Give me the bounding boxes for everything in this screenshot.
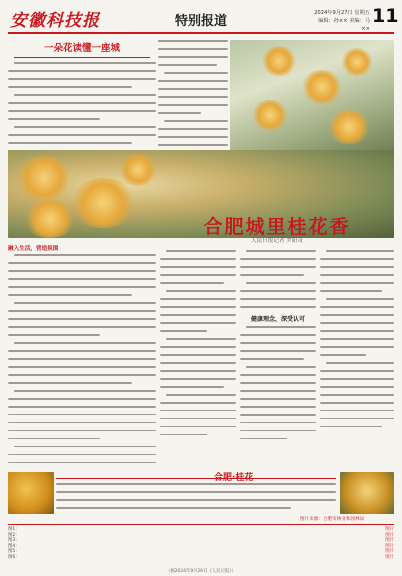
main-story-column-3-body [320, 250, 394, 427]
story-one-continued [158, 40, 228, 152]
osmanthus-photo-top [230, 40, 394, 152]
feature-title: 合肥·桂花 [214, 473, 254, 483]
caption-row: 图6： 图片 [8, 554, 394, 560]
masthead-rule [8, 32, 394, 34]
caption-row: 图4： 图片 [8, 543, 394, 549]
masthead [0, 0, 402, 34]
feature-body [56, 478, 336, 514]
caption-row: 图1： 图片 [8, 527, 394, 532]
page-number: 11 [372, 5, 399, 27]
story-one-lower [8, 242, 156, 464]
caption-row: 图5： 图片 [8, 549, 394, 555]
photo-caption-list [8, 524, 394, 566]
main-headline: 合肥城里桂花香 [203, 216, 351, 238]
caption-row: 图3： 图片 [8, 538, 394, 544]
main-story-column-2 [240, 246, 316, 450]
story-one-continued-body [158, 40, 228, 152]
osmanthus-thumbnail-right [340, 472, 394, 514]
feature-credit: 图片来源：合肥市林业和园林局 [300, 517, 365, 522]
main-story-column-2-body-lower [240, 326, 316, 440]
editor-line: 编辑：孙×× 美编：马×× [318, 18, 370, 32]
story-one-subhead: 融入生活，营造氛围 [8, 246, 59, 252]
main-story-column-2-body [240, 250, 316, 308]
main-story-column-1 [160, 250, 236, 450]
osmanthus-thumbnail-left [8, 472, 54, 514]
story-one-rule [14, 57, 150, 58]
date-block [312, 9, 370, 33]
story-one-headline: 一朵花读懂一座城 [43, 43, 120, 54]
main-byline: 人民日报记者 罗阳奇 [250, 238, 304, 244]
paper-logo: 安徽科技报 [10, 11, 100, 31]
main-story-column-3 [320, 246, 394, 450]
story-one-body [8, 62, 156, 144]
section-title: 特别报道 [174, 14, 227, 29]
source-note: （据2024年9月26日《人民日报》） [165, 569, 237, 574]
main-story-subhead: 健康理念，深受认可 [250, 315, 305, 323]
issue-date: 2024年9月27日 星期五 [314, 10, 370, 16]
main-story-column-1-body [160, 250, 236, 435]
story-one-lower-body [8, 254, 156, 463]
caption-row: 图2： 图片 [8, 532, 394, 538]
